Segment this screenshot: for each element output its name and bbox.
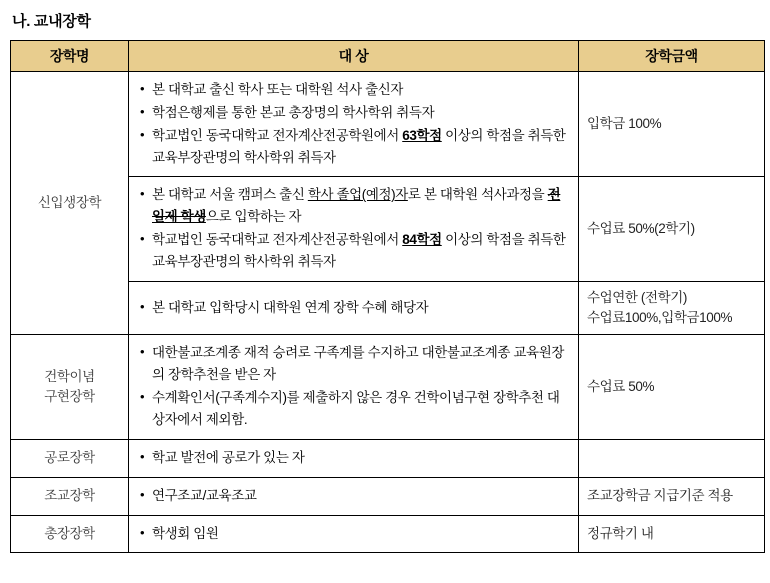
table-row	[11, 72, 765, 177]
list-item: • 학점은행제를 통한 본교 총장명의 학사학위 취득자	[139, 102, 570, 124]
list-item: • 학교법인 동국대학교 전자계산전공학원에서 63학점 이상의 학점을 취득한 교육부장관명의 학사학위 취득자	[139, 125, 570, 169]
scholarship-amount: 입학금 100%	[579, 72, 765, 177]
scholarship-amount: 수업연한 (전학기) 수업료100%,입학금100%	[579, 281, 765, 335]
scholarship-amount: 정규학기 내	[579, 515, 765, 553]
scholarship-amount: 조교장학금 지급기준 적용	[579, 477, 765, 515]
table-header-row	[11, 41, 765, 72]
list-item: • 대한불교조계종 재적 승려로 구족계를 수지하고 대한불교조계종 교육원장의 장학추천을 받은 자	[139, 342, 570, 386]
scholarship-amount: 수업료 50%(2학기)	[579, 177, 765, 281]
list-item: • 학교법인 동국대학교 전자계산전공학원에서 84학점 이상의 학점을 취득한 교육부장관명의 학사학위 취득자	[139, 229, 570, 273]
list-item: • 학생회 임원	[139, 523, 570, 545]
column-header-name: 장학명	[11, 41, 129, 72]
scholarship-target	[129, 281, 579, 335]
scholarship-target	[129, 515, 579, 553]
table-row	[11, 335, 765, 439]
scholarship-name: 건학이념 구현장학	[11, 335, 129, 439]
scholarship-name: 공로장학	[11, 439, 129, 477]
scholarship-amount	[579, 439, 765, 477]
table-row	[11, 515, 765, 553]
list-item: • 학교 발전에 공로가 있는 자	[139, 447, 570, 469]
table-row	[11, 477, 765, 515]
table-row	[11, 439, 765, 477]
scholarship-target	[129, 72, 579, 177]
list-item: • 본 대학교 서울 캠퍼스 출신 학사 졸업(예정)자로 본 대학원 석사과정을 전일제 학생으로 입학하는 자	[139, 184, 570, 228]
list-item: • 본 대학교 출신 학사 또는 대학원 석사 출신자	[139, 79, 570, 101]
scholarship-target	[129, 477, 579, 515]
scholarship-amount: 수업료 50%	[579, 335, 765, 439]
scholarship-target	[129, 439, 579, 477]
scholarship-target	[129, 335, 579, 439]
scholarship-table	[10, 40, 765, 553]
list-item: • 본 대학교 입학당시 대학원 연계 장학 수혜 해당자	[139, 297, 570, 319]
list-item: • 연구조교/교육조교	[139, 485, 570, 507]
list-item: • 수계확인서(구족계수지)를 제출하지 않은 경우 건학이념구현 장학추천 대상자에서 제외함.	[139, 387, 570, 431]
page-title: 나. 교내장학	[12, 13, 91, 30]
scholarship-name: 신입생장학	[11, 72, 129, 335]
column-header-amount: 장학금액	[579, 41, 765, 72]
scholarship-name: 총장장학	[11, 515, 129, 553]
column-header-target: 대 상	[129, 41, 579, 72]
scholarship-name: 조교장학	[11, 477, 129, 515]
scholarship-target	[129, 177, 579, 281]
